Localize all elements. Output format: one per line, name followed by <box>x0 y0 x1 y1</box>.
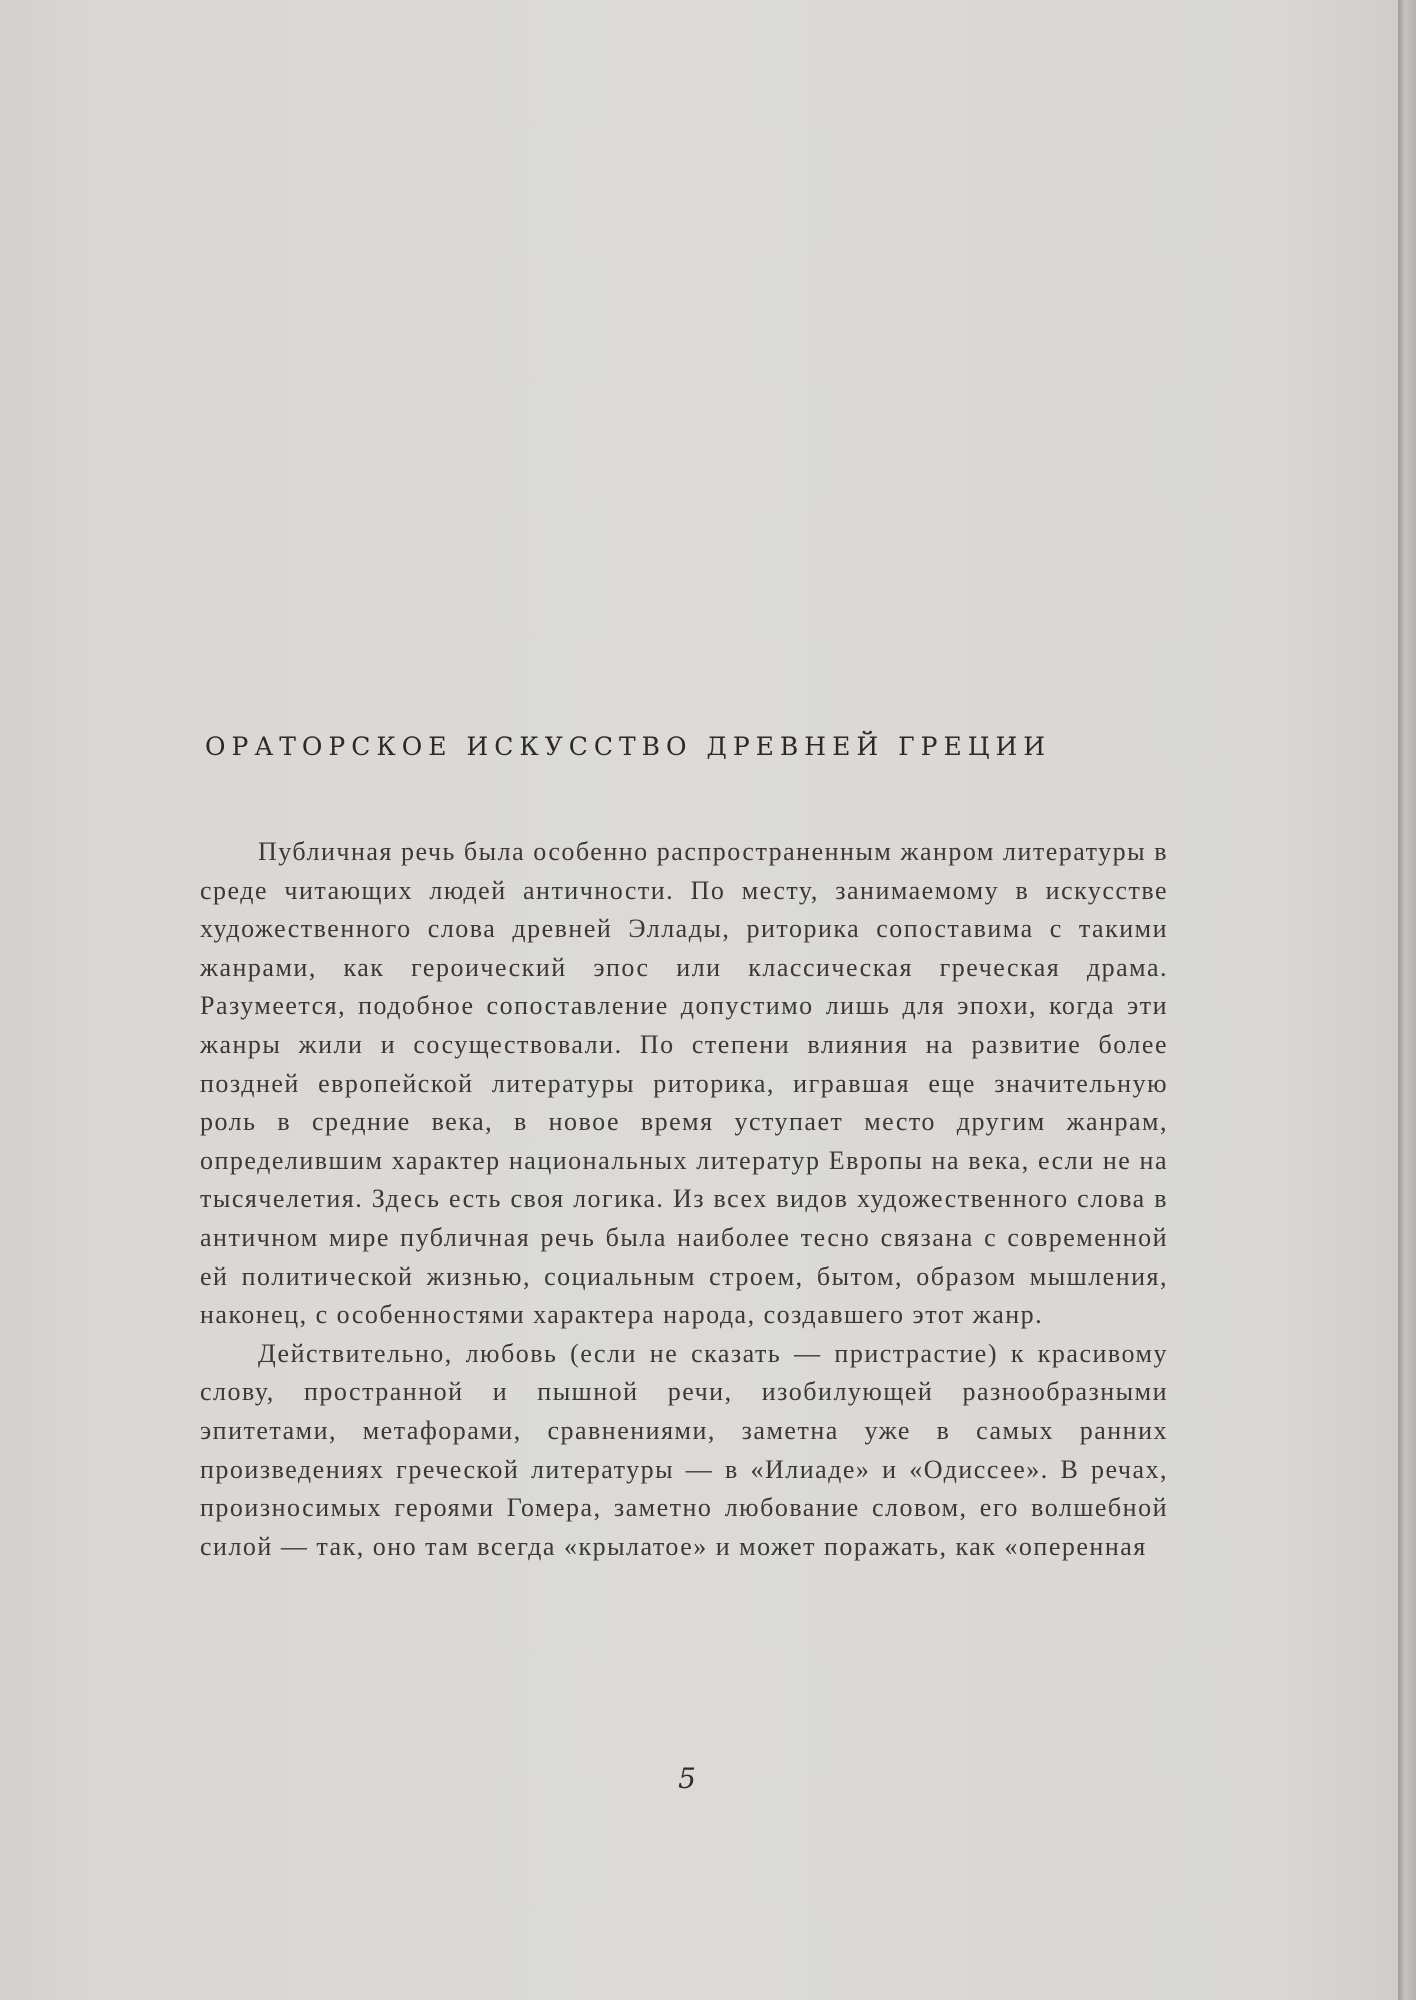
body-text <box>200 833 1168 1566</box>
paragraph-2: Действительно, любовь (если не сказать — пристрастие) к красивому слову, пространной и пышной речи, изобилующей разнообразными эпитетами, метафорами, сравнениями, заметна уже в самых ранних произведениях греческой литературы — в «Илиаде» и «Одиссее». В речах, произносимых героями Гомера, заметно любование словом, его волшебной силой — так, оно там всегда «крылатое» и может поражать, как «оперенная <box>200 1338 1168 1561</box>
page-edge <box>1398 0 1416 2000</box>
paragraph-1: Публичная речь была особенно распространенным жанром литературы в среде читающих людей античности. По месту, занимаемому в искусстве художественного слова древней Эллады, риторика сопоставима с такими жанрами, как героический эпос или классическая греческая драма. Разумеется, подобное сопоставление допустимо лишь для эпохи, когда эти жанры жили и сосуществовали. По степени влияния на развитие более поздней европейской литературы риторика, игравшая еще значительную роль в средние века, в новое время уступает место другим жанрам, определившим характер национальных литератур Европы на века, если не на тысячелетия. Здесь есть своя логика. Из всех видов художественного слова в античном мире публичная речь была наиболее тесно связана с современной ей политической жизнью, социальным строем, бытом, образом мышления, наконец, с особенностями характера народа, создавшего этот жанр. <box>200 837 1168 1330</box>
page-number: 5 <box>678 1762 696 1795</box>
chapter-heading: ОРАТОРСКОЕ ИСКУССТВО ДРЕВНЕЙ ГРЕЦИИ <box>205 732 1052 761</box>
